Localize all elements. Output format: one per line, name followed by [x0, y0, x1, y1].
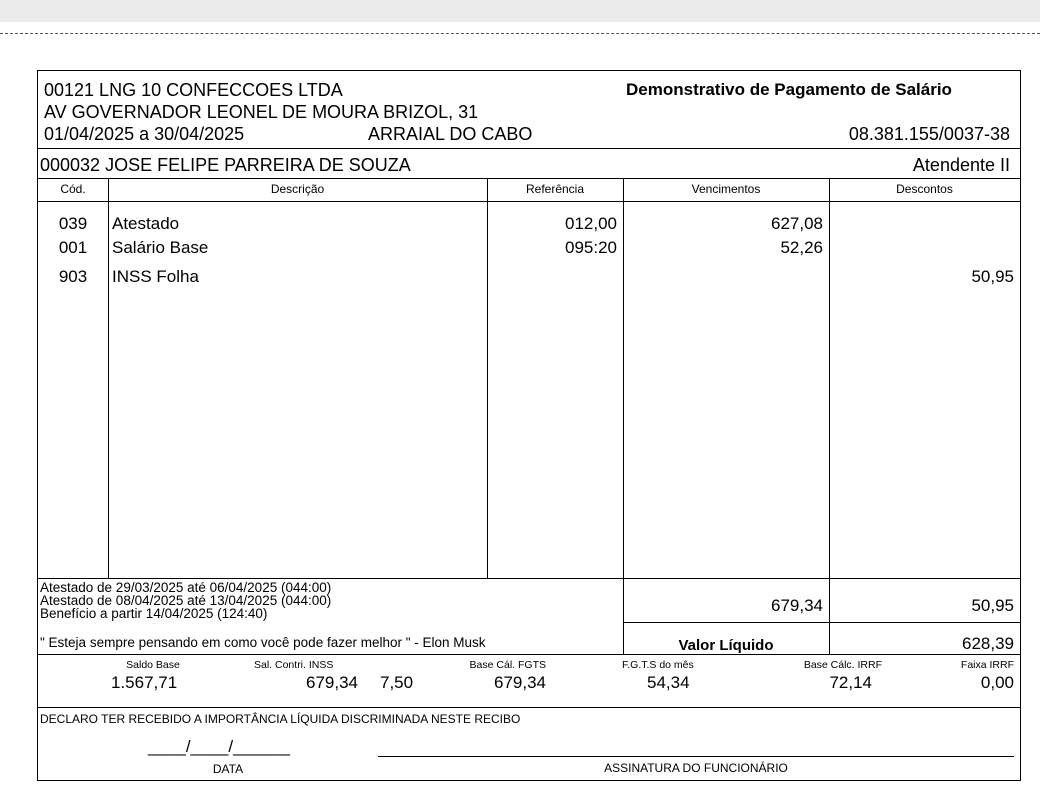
note-line: Atestado de 29/03/2025 até 06/04/2025 (044:00) [40, 580, 332, 595]
item-reference: 012,00 [565, 214, 617, 233]
item-code: 001 [58, 238, 88, 257]
header-divider [38, 148, 1020, 149]
items-bottom-divider [38, 578, 1020, 579]
item-deductions: 50,95 [971, 267, 1014, 286]
company-address: AV GOVERNADOR LEONEL DE MOURA BRIZOL, 31 [44, 102, 479, 122]
sal-contri-inss-value: 679,34 [306, 673, 358, 692]
col-divider-earnings [829, 178, 830, 654]
company-city: ARRAIAL DO CABO [368, 124, 533, 144]
base-fgts-value: 679,34 [494, 673, 546, 692]
document-title: Demonstrativo de Pagamento de Salário [626, 80, 952, 99]
note-line: Benefício a partir 14/04/2025 (124:40) [40, 606, 268, 621]
base-fgts-label: Base Cál. FGTS [469, 659, 546, 671]
col-header-earnings: Vencimentos [691, 182, 761, 196]
col-header-description: Descrição [270, 182, 325, 196]
motivational-quote: " Esteja sempre pensando em como você pode fazer melhor " - Elon Musk [40, 635, 486, 650]
base-irrf-value: 72,14 [829, 673, 872, 692]
item-description: Salário Base [112, 238, 209, 257]
faixa-irrf-label: Faixa IRRF [960, 659, 1014, 671]
col-divider-code [108, 178, 109, 578]
employee-role: Atendente II [912, 155, 1010, 175]
totals-bottom-divider [38, 654, 1020, 655]
payslip [37, 70, 1021, 781]
net-value: 628,39 [962, 634, 1014, 653]
faixa-irrf-value: 0,00 [980, 673, 1014, 692]
sal-contri-inss-label: Sal. Contri. INSS [254, 659, 334, 671]
bases-bottom-divider [38, 707, 1020, 708]
signature-label: ASSINATURA DO FUNCIONÁRIO [604, 761, 788, 775]
totals-divider [623, 622, 1020, 623]
item-earnings: 627,08 [771, 214, 823, 233]
saldo-base-label: Saldo Base [126, 659, 180, 671]
cut-line [0, 33, 1040, 34]
note-line: Atestado de 08/04/2025 até 13/04/2025 (044:00) [40, 593, 332, 608]
employee-divider [38, 178, 1020, 179]
date-blank: ____/____/______ [148, 737, 290, 756]
fgts-mes-value: 54,34 [647, 673, 690, 692]
pay-period: 01/04/2025 a 30/04/2025 [44, 124, 245, 144]
signature-line [378, 756, 1014, 757]
item-code: 903 [58, 267, 88, 286]
col-header-deductions: Descontos [896, 182, 953, 196]
company-cnpj: 08.381.155/0037-38 [848, 124, 1010, 144]
fgts-mes-label: F.G.T.S do mês [622, 659, 694, 671]
company-name: 00121 LNG 10 CONFECCOES LTDA [44, 80, 343, 100]
total-earnings: 679,34 [771, 596, 823, 615]
inss-rate-value: 7,50 [380, 673, 414, 692]
declaration-text: DECLARO TER RECEBIDO A IMPORTÂNCIA LÍQUIDA DISCRIMINADA NESTE RECIBO [40, 712, 521, 726]
saldo-base-value: 1.567,71 [111, 673, 178, 692]
viewer-top-bar [0, 0, 1040, 22]
item-reference: 095:20 [565, 238, 617, 257]
total-deductions: 50,95 [971, 596, 1014, 615]
item-earnings: 52,26 [780, 238, 823, 257]
employee-name: 000032 JOSE FELIPE PARREIRA DE SOUZA [40, 155, 411, 175]
date-label: DATA [212, 762, 244, 776]
net-value-label: Valor Líquido [678, 637, 774, 654]
base-irrf-label: Base Cálc. IRRF [803, 659, 882, 671]
item-description: INSS Folha [112, 267, 199, 286]
item-code: 039 [58, 214, 88, 233]
col-header-reference: Referência [525, 182, 585, 196]
column-header-divider [38, 201, 1020, 202]
col-header-code: Cód. [60, 182, 86, 196]
item-description: Atestado [112, 214, 180, 233]
